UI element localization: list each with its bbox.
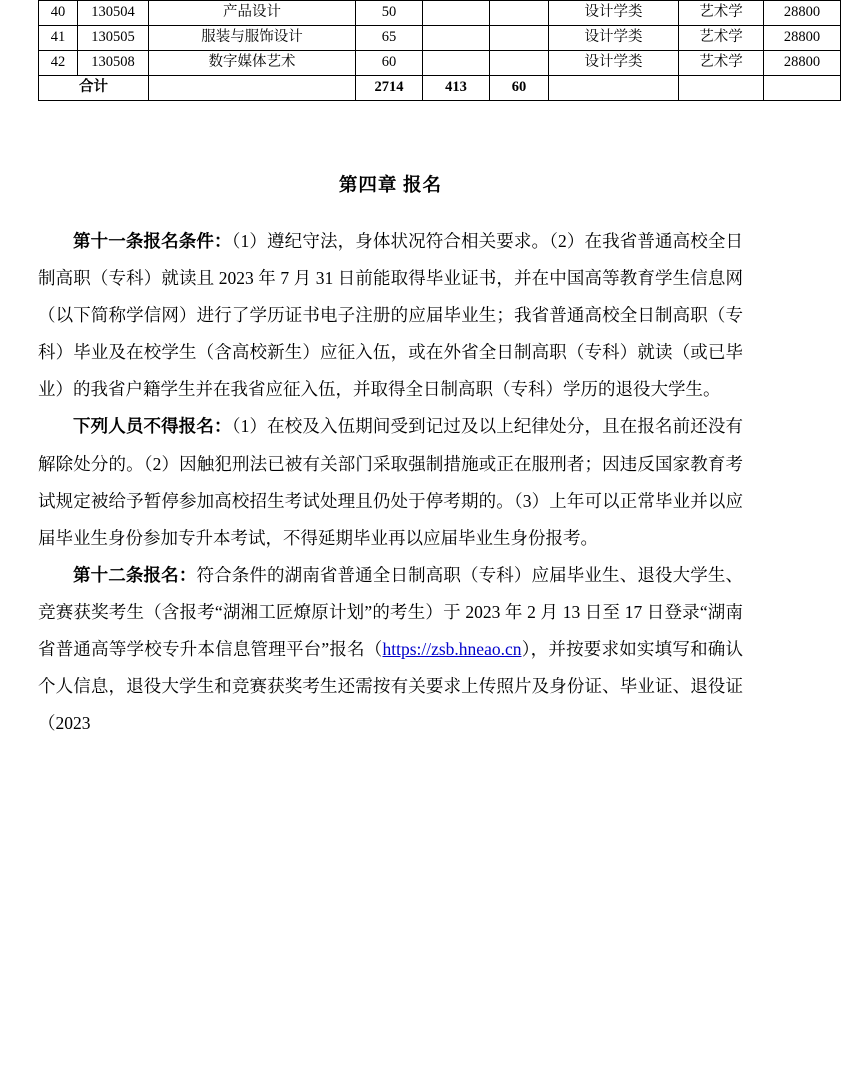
cell-fee: 28800 — [764, 51, 841, 76]
exclusions-body: （1）在校及入伍期间受到记过及以上纪律处分，且在报名前还没有解除处分的。（2）因触犯刑法已被有关部门采取强制措施或正在服刑者；因违反国家教育考试规定被给予暂停参加高校招生考试处理且仍处于停考期的。（3）上年可以正常毕业并以应届毕业生身份参加专升本考试，不得延期毕业再以应届毕业生身份报考。 — [38, 416, 744, 548]
article-11-exclusions-paragraph — [38, 408, 743, 556]
cell-vet — [423, 26, 490, 51]
table-row — [39, 51, 841, 76]
cell-total-disc — [679, 76, 764, 101]
table-row — [39, 26, 841, 51]
cell-vet — [423, 51, 490, 76]
article-12-heading: 报名： — [143, 564, 197, 585]
cell-disc: 艺术学 — [679, 1, 764, 26]
cell-total-vet: 413 — [423, 76, 490, 101]
cell-no: 42 — [39, 51, 78, 76]
cell-group: 设计学类 — [549, 26, 679, 51]
table-body — [39, 1, 841, 101]
cell-fee: 28800 — [764, 26, 841, 51]
table-row — [39, 1, 841, 26]
article-11-paragraph — [38, 223, 743, 408]
cell-cmp — [490, 26, 549, 51]
cell-total-group — [549, 76, 679, 101]
cell-code: 130505 — [78, 26, 149, 51]
cell-no: 41 — [39, 26, 78, 51]
exclusions-heading: 下列人员不得报名： — [73, 416, 232, 437]
cell-group: 设计学类 — [549, 51, 679, 76]
majors-plan-table — [38, 0, 841, 101]
cell-code: 130508 — [78, 51, 149, 76]
article-12-body-part2: ），并按要求如实填写和确认个人信息，退役大学生和竞赛获奖考生还需按有关要求上传照片及身份证、毕业证、退役证（2023 — [38, 639, 743, 734]
cell-disc: 艺术学 — [679, 51, 764, 76]
cell-cmp — [490, 1, 549, 26]
cell-plan: 60 — [356, 51, 423, 76]
cell-vet — [423, 1, 490, 26]
article-12-label: 第十二条 — [73, 564, 144, 585]
table-total-row — [39, 76, 841, 101]
cell-total-cmp: 60 — [490, 76, 549, 101]
cell-group: 设计学类 — [549, 1, 679, 26]
article-12-body-part1: 符合条件的湖南省普通全日制高职（专科）应届毕业生、退役大学生、竞赛获奖考生（含报考“湖湘工匠燎原计划”的考生）于 2023 年 2 月 13 日至 17 日登录“湖南省普通高等学校专升本信息管理平台”报名（ — [38, 564, 744, 660]
cell-total-label: 合计 — [39, 76, 149, 101]
cell-code: 130504 — [78, 1, 149, 26]
cell-plan: 50 — [356, 1, 423, 26]
cell-total-name — [149, 76, 356, 101]
cell-name: 产品设计 — [149, 1, 356, 26]
article-11-label: 第十一条 — [73, 231, 144, 251]
cell-total-plan: 2714 — [356, 76, 423, 101]
article-11-heading: 报名条件： — [143, 231, 232, 251]
cell-plan: 65 — [356, 26, 423, 51]
cell-total-fee — [764, 76, 841, 101]
cell-disc: 艺术学 — [679, 26, 764, 51]
article-12-paragraph — [38, 557, 743, 742]
article-11-body: （1）遵纪守法，身体状况符合相关要求。（2）在我省普通高校全日制高职（专科）就读且 2023 年 7 月 31 日前能取得毕业证书，并在中国高等教育学生信息网（以下简称学信网）进行了学历证书电子注册的应届毕业生；我省普通高校全日制高职（专科）毕业及在校学生（含高校新生）应征入伍，或在外省全日制高职（专科）就读（或已毕业）的我省户籍学生并在我省应征入伍，并取得全日制高职（专科）学历的退役大学生。 — [38, 231, 744, 400]
cell-no: 40 — [39, 1, 78, 26]
cell-fee: 28800 — [764, 1, 841, 26]
registration-platform-link[interactable]: https://zsb.hneao.cn — [382, 639, 522, 660]
cell-cmp — [490, 51, 549, 76]
cell-name: 服装与服饰设计 — [149, 26, 356, 51]
chapter-title: 第四章 报名 — [338, 176, 443, 196]
cell-name: 数字媒体艺术 — [149, 51, 356, 76]
